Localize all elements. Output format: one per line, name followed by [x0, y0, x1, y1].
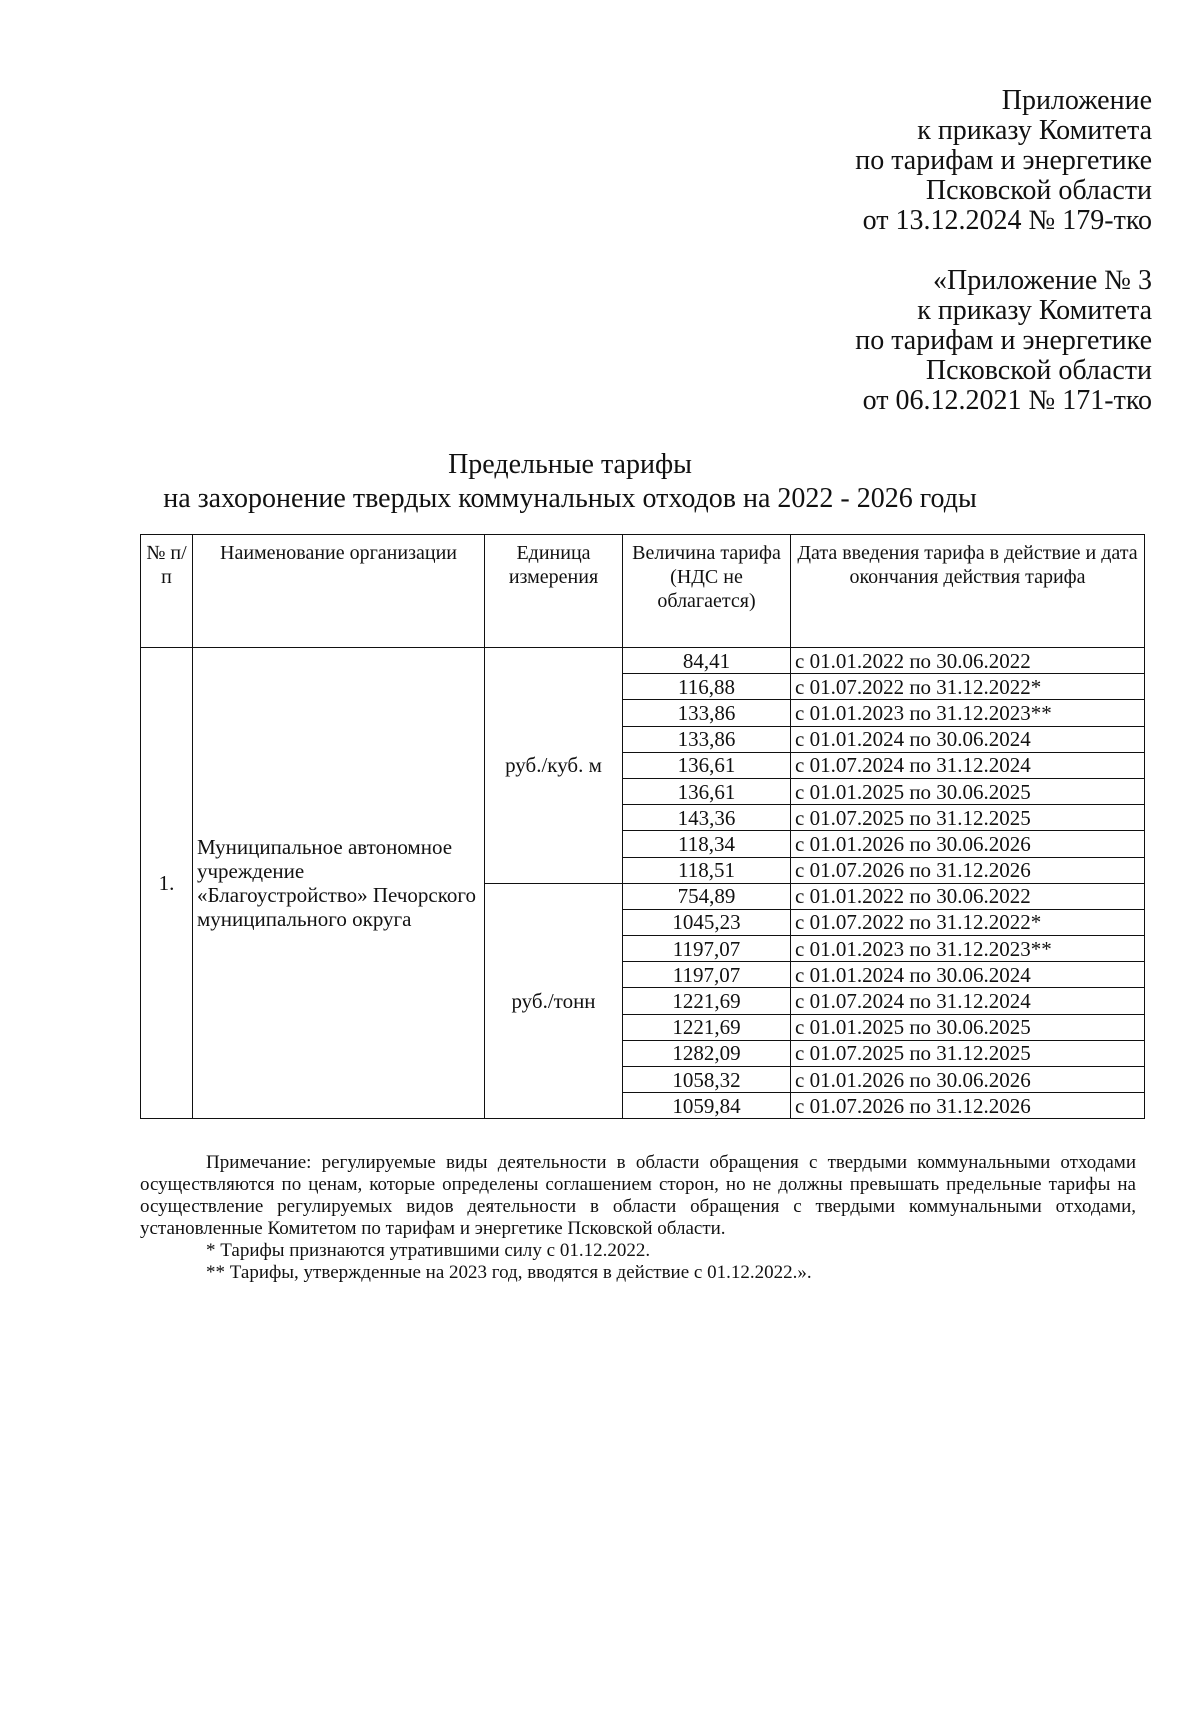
appendix-header-line: Псковской области: [925, 175, 1152, 206]
tariff-period: с 01.07.2025 по 31.12.2025: [791, 805, 1145, 831]
notes-section: [140, 1152, 1136, 1284]
tariff-value: 136,61: [623, 778, 791, 804]
appendix-header-line: по тарифам и энергетике: [855, 145, 1152, 176]
footnote-1: * Тарифы признаются утратившими силу с 01.12.2022.: [206, 1240, 651, 1261]
tariff-value: 133,86: [623, 700, 791, 726]
tariff-period: с 01.01.2022 по 30.06.2022: [791, 883, 1145, 909]
tariff-period: с 01.01.2025 по 30.06.2025: [791, 1014, 1145, 1040]
tariff-period: с 01.07.2026 по 31.12.2026: [791, 1093, 1145, 1119]
tariff-value: 1197,07: [623, 962, 791, 988]
tariff-value: 143,36: [623, 805, 791, 831]
appendix-header: [855, 86, 1152, 236]
tariff-value: 1059,84: [623, 1093, 791, 1119]
tariff-value: 1058,32: [623, 1067, 791, 1093]
appendix-3-header-line: к приказу Комитета: [917, 295, 1152, 326]
tariff-period: с 01.01.2026 по 30.06.2026: [791, 831, 1145, 857]
tariff-value: 133,86: [623, 726, 791, 752]
header-tariff-value: Величина тарифа (НДС не облагается): [623, 535, 791, 648]
appendix-header-line: к приказу Комитета: [917, 115, 1152, 146]
tariff-value: 1221,69: [623, 1014, 791, 1040]
unit-cubic-meter: руб./куб. м: [485, 648, 623, 884]
tariff-period: с 01.01.2024 по 30.06.2024: [791, 962, 1145, 988]
footnote-2: ** Тарифы, утвержденные на 2023 год, вводятся в действие с 01.12.2022.».: [206, 1262, 812, 1283]
tariff-value: 1221,69: [623, 988, 791, 1014]
tariff-value: 116,88: [623, 674, 791, 700]
tariff-value: 754,89: [623, 883, 791, 909]
table-header-row: [141, 535, 1145, 648]
appendix-header-line: от 13.12.2024 № 179-тко: [862, 205, 1152, 236]
document-subtitle: на захоронение твердых коммунальных отходов на 2022 - 2026 годы: [163, 483, 977, 514]
tariff-period: с 01.07.2026 по 31.12.2026: [791, 857, 1145, 883]
tariff-period: с 01.01.2022 по 30.06.2022: [791, 648, 1145, 674]
tariff-period: с 01.07.2024 по 31.12.2024: [791, 988, 1145, 1014]
tariff-value: 1197,07: [623, 936, 791, 962]
appendix-3-header-line: Псковской области: [925, 355, 1152, 386]
header-period: Дата введения тарифа в действие и дата окончания действия тарифа: [791, 535, 1145, 648]
tariff-value: 1282,09: [623, 1040, 791, 1066]
tariff-period: с 01.07.2022 по 31.12.2022*: [791, 909, 1145, 935]
tariff-period: с 01.01.2026 по 30.06.2026: [791, 1067, 1145, 1093]
header-num: № п/п: [141, 535, 193, 648]
organization-name: Муниципальное автономное учреждение «Благоустройство» Печорского муниципального округа: [193, 648, 485, 1119]
tariff-period: с 01.01.2024 по 30.06.2024: [791, 726, 1145, 752]
tariff-value: 1045,23: [623, 909, 791, 935]
document-title: Предельные тарифы: [448, 449, 692, 480]
header-unit: Единица измерения: [485, 535, 623, 648]
tariff-period: с 01.07.2024 по 31.12.2024: [791, 752, 1145, 778]
tariff-period: с 01.01.2025 по 30.06.2025: [791, 778, 1145, 804]
row-number: 1.: [141, 648, 193, 1119]
header-organization: Наименование организации: [193, 535, 485, 648]
tariff-period: с 01.07.2022 по 31.12.2022*: [791, 674, 1145, 700]
tariff-value: 84,41: [623, 648, 791, 674]
appendix-header-line: Приложение: [1001, 85, 1152, 116]
tariff-value: 118,34: [623, 831, 791, 857]
tariff-table: [140, 534, 1145, 1119]
tariff-period: с 01.01.2023 по 31.12.2023**: [791, 700, 1145, 726]
appendix-3-header-line: «Приложение № 3: [933, 265, 1152, 296]
note-main: Примечание: регулируемые виды деятельности в области обращения с твердыми коммунальными отходами осуществляются по ценам, которые определены соглашением сторон, но не должны превышать предельные тарифы на осуществление регулируемых видов деятельности в области обращения с твердыми коммунальными отходами, установленные Комитетом по тарифам и энергетике Псковской области.: [140, 1152, 1136, 1239]
appendix-3-header-line: по тарифам и энергетике: [855, 325, 1152, 356]
tariff-value: 136,61: [623, 752, 791, 778]
tariff-period: с 01.01.2023 по 31.12.2023**: [791, 936, 1145, 962]
unit-ton: руб./тонн: [485, 883, 623, 1119]
appendix-3-header: [855, 266, 1152, 416]
table-row: [141, 648, 1145, 674]
tariff-value: 118,51: [623, 857, 791, 883]
tariff-period: с 01.07.2025 по 31.12.2025: [791, 1040, 1145, 1066]
appendix-3-header-line: от 06.12.2021 № 171-тко: [862, 385, 1152, 416]
